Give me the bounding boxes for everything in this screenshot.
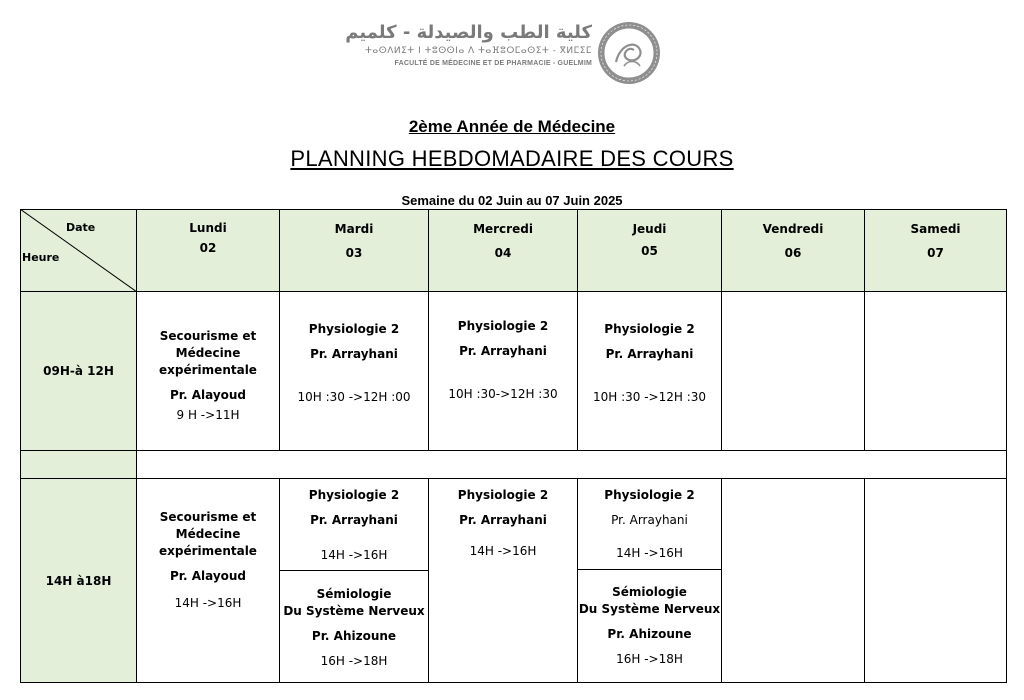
corner-hour-label: Heure	[22, 251, 60, 264]
course-time: 14H ->16H	[469, 544, 537, 558]
course-name: expérimentale	[159, 544, 257, 558]
course-name: Médecine	[175, 346, 241, 360]
day-date: 06	[784, 246, 802, 260]
course-name: Physiologie 2	[308, 488, 400, 502]
course-time: 14H ->16H	[616, 546, 683, 560]
day-header-samedi	[864, 209, 1007, 292]
day-name: Mercredi	[473, 222, 533, 236]
day-name: Mardi	[334, 222, 374, 236]
course-name: Sémiologie	[316, 587, 392, 601]
page-title: PLANNING HEBDOMADAIRE DES COURS	[290, 146, 734, 171]
course-name: Physiologie 2	[308, 322, 400, 336]
course-time: 14H ->16H	[174, 596, 242, 610]
slot-label-text: 14H à18H	[45, 573, 112, 588]
course-cell-vendredi-morning	[721, 291, 865, 451]
day-header-lundi	[136, 209, 280, 292]
corner-date-label: Date	[66, 221, 96, 234]
course-time: 14H ->16H	[320, 548, 388, 562]
course-time: 9 H ->11H	[176, 408, 240, 422]
break-label-cell	[20, 450, 137, 479]
course-cell-jeudi-morning	[577, 291, 722, 451]
day-header-mardi	[279, 209, 429, 292]
professor-name: Pr. Arrayhani	[310, 347, 398, 361]
course-name: expérimentale	[159, 363, 257, 377]
day-header-jeudi	[577, 209, 722, 292]
professor-name: Pr. Alayoud	[169, 569, 247, 583]
slot-label-afternoon	[20, 478, 137, 683]
subtitle: 2ème Année de Médecine	[408, 117, 616, 136]
course-cell-samedi-afternoon	[864, 478, 1007, 683]
course-cell-lundi-afternoon	[136, 478, 280, 683]
course-cell-mercredi-afternoon	[428, 478, 578, 683]
course-time: 16H ->18H	[616, 652, 683, 666]
course-time: 10H :30 ->12H :30	[592, 390, 707, 404]
professor-name: Pr. Arrayhani	[459, 513, 547, 527]
slot-label-morning	[20, 291, 137, 451]
day-name: Samedi	[910, 222, 961, 236]
course-name: Sémiologie	[612, 585, 687, 599]
day-date: 05	[641, 244, 658, 258]
course-name: Physiologie 2	[457, 319, 549, 333]
course-cell-jeudi-afternoon	[577, 478, 722, 683]
week-label: Semaine du 02 Juin au 07 Juin 2025	[401, 193, 623, 208]
logo-french-name: FACULTÉ DE MÉDECINE ET DE PHARMACIE - GUELMIM	[394, 60, 592, 67]
course-cell-samedi-morning	[864, 291, 1007, 451]
course-name: Physiologie 2	[604, 322, 695, 336]
logo-arabic-name: كلية الطب والصيدلة - كلميم	[345, 22, 592, 43]
course-cell-mercredi-morning	[428, 291, 578, 451]
day-date: 04	[494, 246, 512, 260]
professor-name: Pr. Alayoud	[169, 388, 247, 402]
course-time: 10H :30 ->12H :00	[297, 390, 411, 404]
day-date: 07	[927, 246, 944, 260]
course-name: Physiologie 2	[457, 488, 549, 502]
professor-name: Pr. Ahizoune	[607, 627, 692, 641]
mardi-afternoon-separator	[279, 570, 429, 571]
professor-name: Pr. Arrayhani	[459, 344, 547, 358]
course-cell-vendredi-afternoon	[721, 478, 865, 683]
professor-name: Pr. Ahizoune	[311, 629, 397, 643]
course-cell-mardi-afternoon	[279, 478, 429, 683]
course-cell-mardi-morning	[279, 291, 429, 451]
day-name: Vendredi	[762, 222, 824, 236]
course-cell-lundi-morning	[136, 291, 280, 451]
day-header-mercredi	[428, 209, 578, 292]
course-name: Médecine	[175, 527, 241, 541]
course-name: Secourisme et	[159, 510, 257, 524]
day-name: Jeudi	[632, 222, 667, 236]
course-name: Du Système Nerveux	[578, 602, 721, 616]
day-date: 03	[345, 246, 363, 260]
slot-label-text: 09H-à 12H	[43, 364, 114, 378]
course-time: 16H ->18H	[320, 654, 388, 668]
course-name: Du Système Nerveux	[283, 604, 425, 618]
professor-name: Pr. Arrayhani	[611, 513, 688, 527]
jeudi-afternoon-separator	[577, 569, 722, 570]
day-name: Lundi	[189, 221, 227, 235]
day-header-vendredi	[721, 209, 865, 292]
course-name: Physiologie 2	[604, 488, 695, 502]
logo-tifinagh-name: ⵜⴰⵙⴷⵍⵉⵜ ⵏ ⵜⵓⵙⵙⵏⴰ ⴷ ⵜⴰⴼⵓⵔⵎⴰⵙⵉⵜ - ⴳⵍⵎⵉⵎ	[365, 46, 592, 56]
break-row	[136, 450, 1007, 479]
day-date: 02	[199, 241, 217, 255]
course-name: Secourisme et	[159, 329, 257, 343]
professor-name: Pr. Arrayhani	[605, 347, 694, 361]
course-time: 10H :30->12H :30	[448, 387, 558, 401]
professor-name: Pr. Arrayhani	[310, 513, 398, 527]
